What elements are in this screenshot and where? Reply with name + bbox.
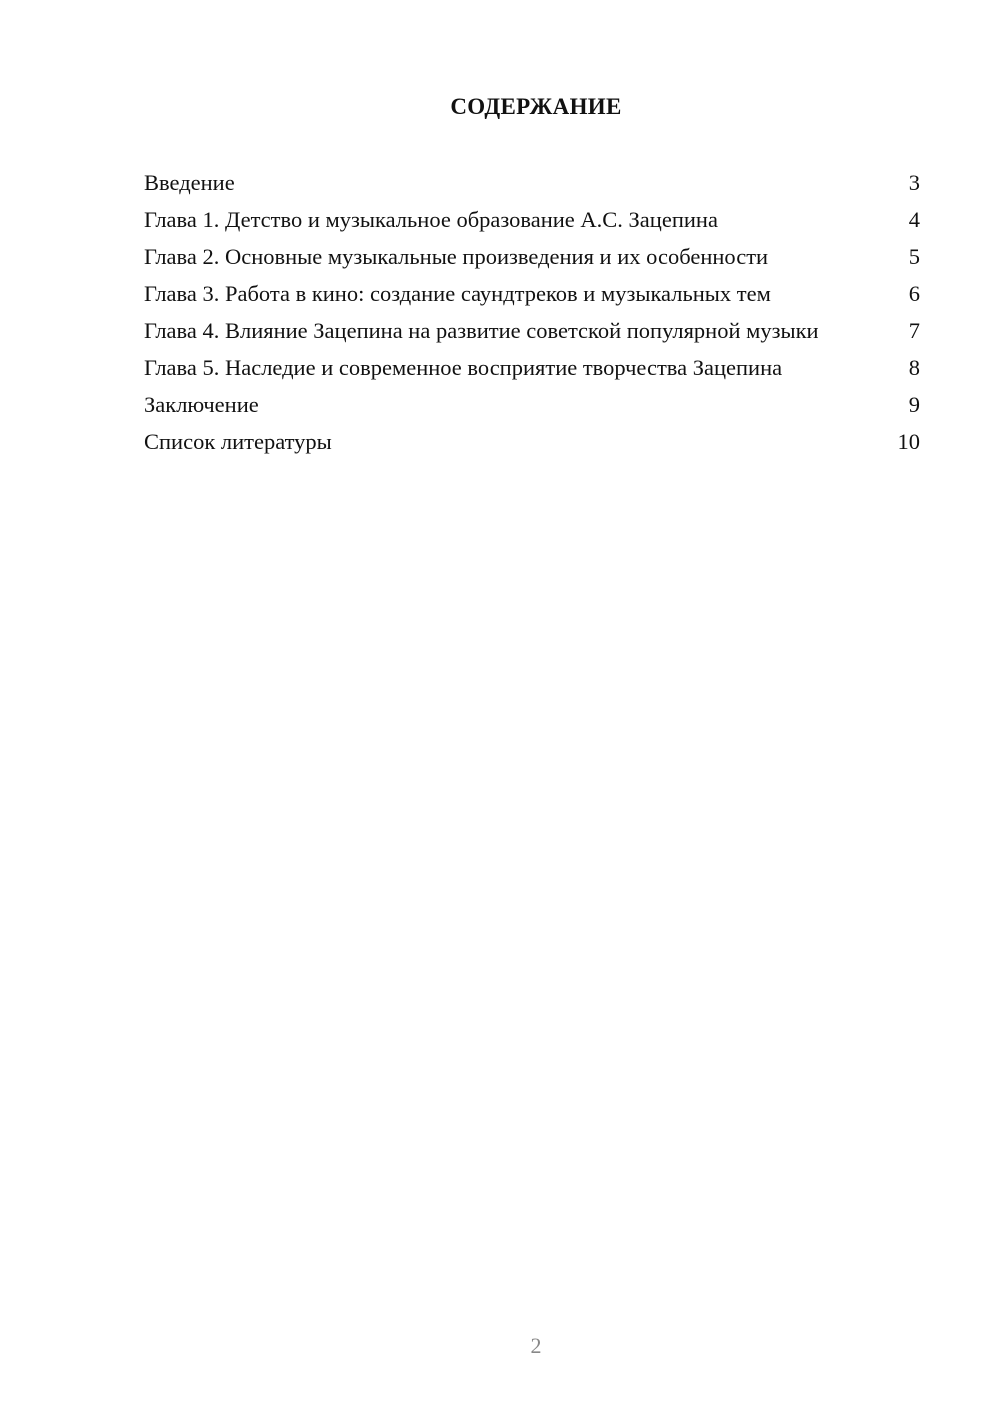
toc-entry-chapter-5 [144,355,920,381]
toc-entry-page: 10 [897,429,920,454]
toc-entry-chapter-3 [144,281,920,307]
toc-entry-introduction [144,170,920,196]
toc-entry-page: 4 [908,207,920,232]
toc-entry-page: 9 [908,392,920,417]
toc-entry-label: Глава 3. Работа в кино: создание саундтреков и музыкальных тем [144,281,771,306]
toc-entry-label: Глава 4. Влияние Зацепина на развитие советской популярной музыки [144,318,819,343]
toc-entry-page: 7 [908,318,920,343]
toc-entry-page: 5 [908,244,920,269]
toc-entry-chapter-1 [144,207,920,233]
toc-entry-page: 6 [908,281,920,306]
toc-entry-bibliography [144,429,920,455]
toc-entry-page: 3 [908,170,920,195]
toc-entry-label: Заключение [144,392,259,417]
toc-entry-label: Глава 1. Детство и музыкальное образование А.С. Зацепина [144,207,718,232]
toc-title: СОДЕРЖАНИЕ [450,94,622,119]
toc-entry-conclusion [144,392,920,418]
toc-entry-label: Введение [144,170,235,195]
toc-entry-label: Глава 2. Основные музыкальные произведения и их особенности [144,244,769,269]
page-number: 2 [530,1333,542,1358]
toc-entry-chapter-2 [144,244,920,270]
table-of-contents [144,170,920,466]
toc-entry-chapter-4 [144,318,920,344]
toc-entry-label: Список литературы [144,429,332,454]
toc-entry-label: Глава 5. Наследие и современное восприятие творчества Зацепина [144,355,783,380]
toc-entry-page: 8 [908,355,920,380]
